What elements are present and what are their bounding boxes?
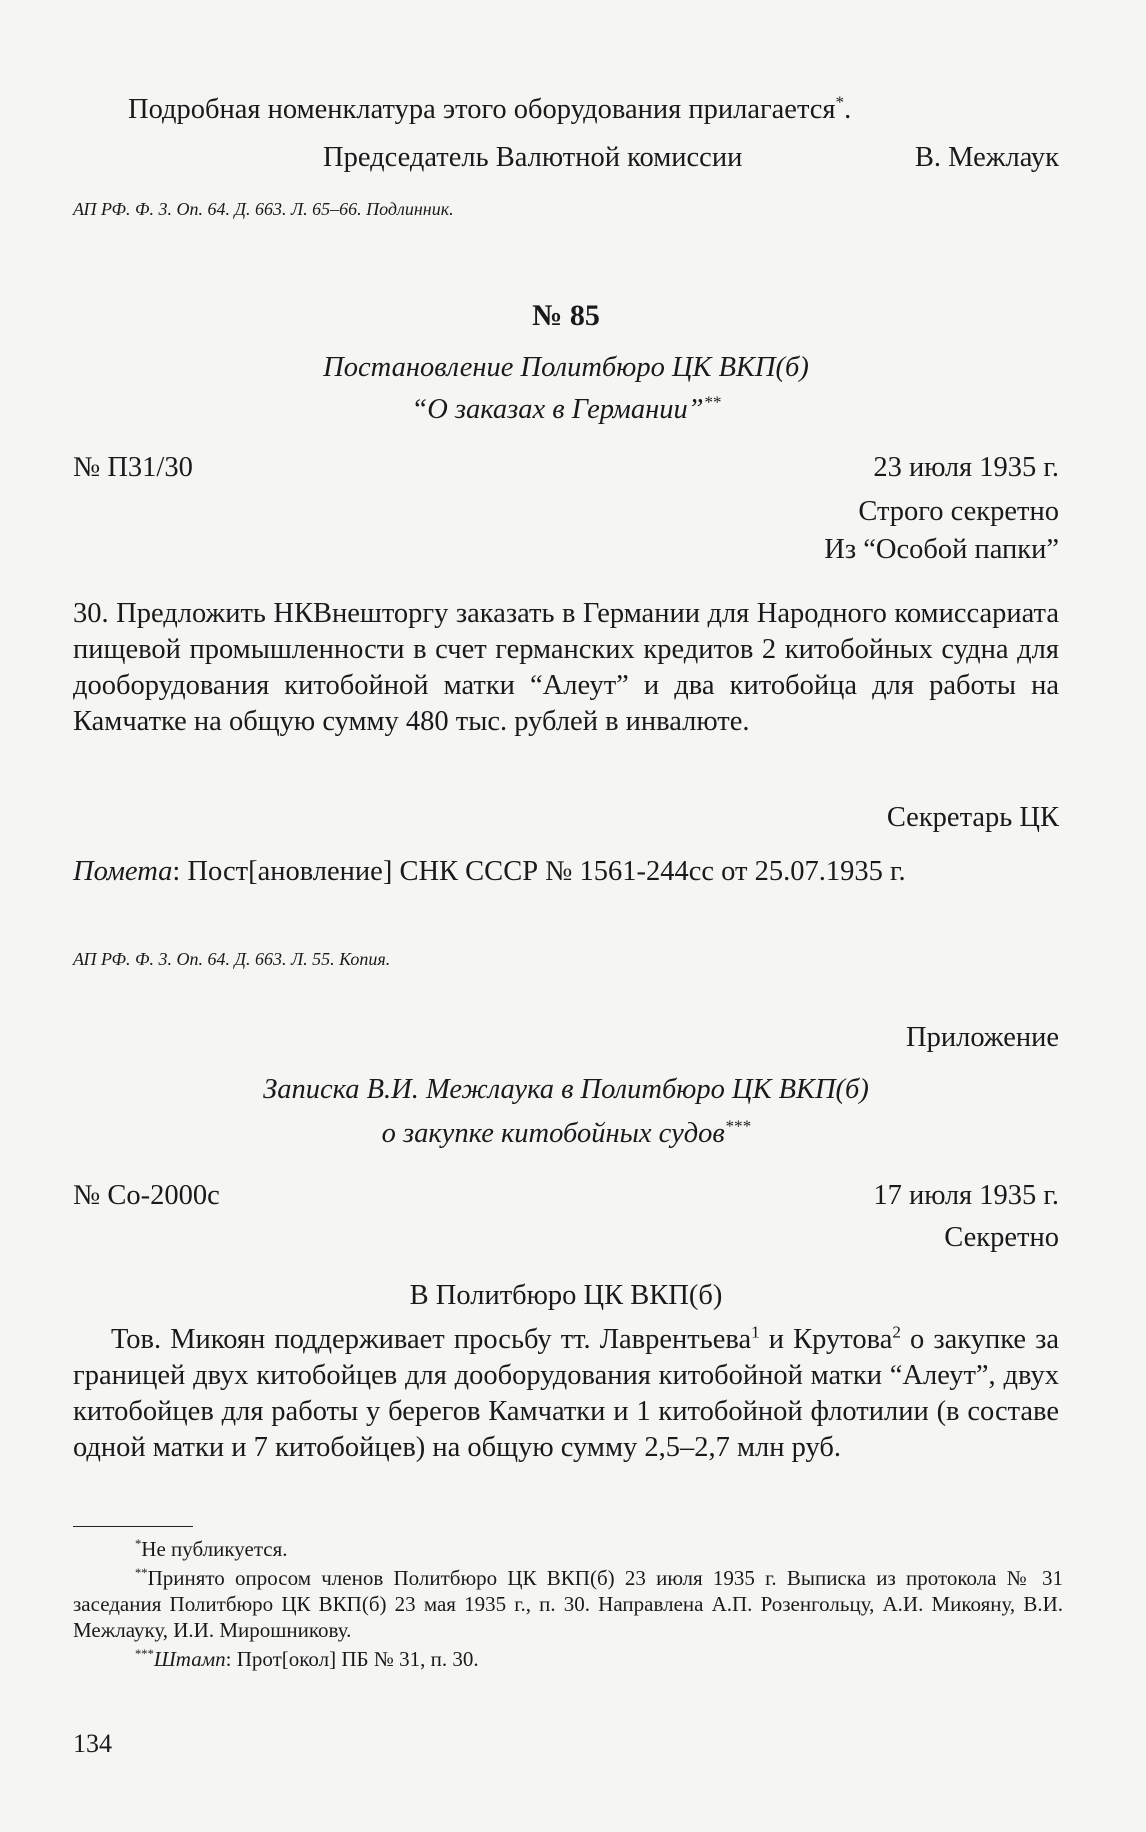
archive-source: АП РФ. Ф. 3. Оп. 64. Д. 663. Л. 65–66. Подлинник. — [73, 199, 454, 219]
memo-body: Тов. Микоян поддерживает просьбу тт. Лаврентьева$^1$ и Крутова$^2$ о закупке за границей двух китобойцев для дооборудования китобойной матки “Алеут”, двух китобойцев для работы у берегов Камчатки и 1 китобойной флотилии (в составе одной матки и 7 китобойцев) на общую сумму 2,5–2,7 млн руб. — [73, 1322, 1060, 1463]
appendix-ref: № Со-2000с — [73, 1180, 220, 1211]
document-title-line1: Постановление Политбюро ЦК ВКП(б) — [323, 352, 809, 383]
appendix-title-line1: Записка В.И. Межлаука в Политбюро ЦК ВКП(б) — [263, 1074, 869, 1105]
resolution-note: Помета: Пост[ановление] СНК СССР № 1561-244сс от 25.07.1935 г. — [73, 856, 906, 887]
signature-title: Председатель Валютной комиссии — [323, 142, 743, 173]
intro-line: Подробная номенклатура этого оборудования прилагается*. — [128, 92, 852, 125]
appendix-title-line2: о закупке китобойных судов*** — [381, 1116, 751, 1149]
signer: Секретарь ЦК — [886, 802, 1059, 833]
appendix-ref-date-row — [73, 1178, 1059, 1214]
footnote-1: *Не публикуется. — [135, 1537, 288, 1561]
appendix-date: 17 июля 1935 г. — [873, 1180, 1059, 1211]
signature-name: В. Межлаук — [914, 142, 1059, 173]
footnote-mark: * — [835, 92, 845, 112]
addressee: В Политбюро ЦК ВКП(б) — [409, 1280, 723, 1311]
commission-signature — [73, 140, 1059, 176]
archive-source-85: АП РФ. Ф. 3. Оп. 64. Д. 663. Л. 55. Копия. — [73, 949, 391, 969]
folder-label: Из “Особой папки” — [824, 534, 1059, 565]
resolution-body: 30. Предложить НКВнешторгу заказать в Германии для Народного комиссариата пищевой промышленности в счет германских кредитов 2 китобойных судна для дооборудования китобойной матки “Алеут” и два китобойца для работы на Камчатке на общую сумму 480 тыс. рублей в инвалюте. — [73, 598, 1059, 737]
page-number: 134 — [73, 1729, 112, 1758]
footnote-3: ***Штамп: Прот[окол] ПБ № 31, п. 30. — [135, 1647, 479, 1671]
appendix-classification: Секретно — [944, 1222, 1059, 1253]
document-ref: № П31/30 — [73, 452, 193, 483]
classification: Строго секретно — [858, 496, 1059, 527]
document-title-line2: “О заказах в Германии”** — [411, 392, 721, 425]
footnote-divider — [73, 1526, 193, 1527]
footnote-2: **Принято опросом членов Политбюро ЦК ВКП(б) 23 июля 1935 г. Выписка из протокола № 31 заседания Политбюро ЦК ВКП(б) 23 мая 1935 г., п. 30. Направлена А.П. Розенгольцу, А.И. Микояну, В.И. Межлауку, И.И. Мирошникову. — [73, 1566, 1063, 1642]
document-number: № 85 — [532, 299, 600, 332]
document-date: 23 июля 1935 г. — [873, 452, 1059, 483]
appendix-label: Приложение — [906, 1022, 1059, 1053]
ref-date-row — [73, 450, 1059, 486]
